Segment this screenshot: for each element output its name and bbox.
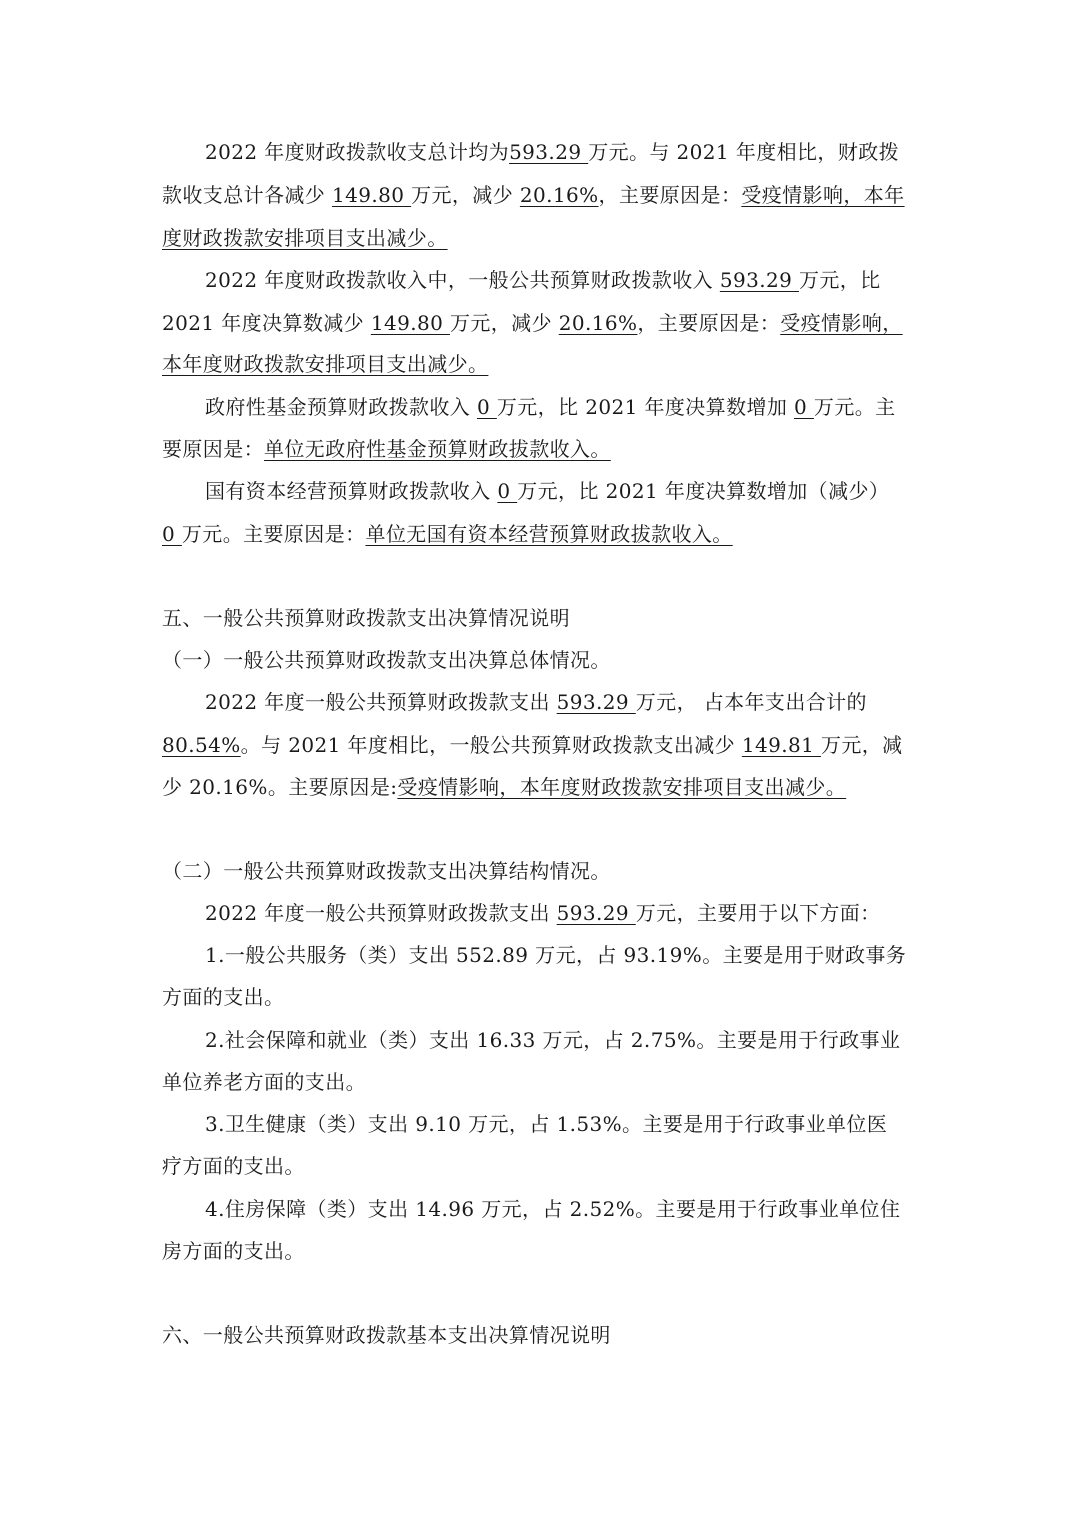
text: 政府性基金预算财政拨款收入 xyxy=(205,395,477,419)
underlined-reason: 受疫情影响，本年 xyxy=(741,183,905,207)
underlined-reason: 受疫情影响， xyxy=(780,311,903,335)
underlined-reason: 本年度财政拨款安排项目支出减少。 xyxy=(162,352,489,376)
paragraph-line xyxy=(205,899,881,927)
paragraph-line xyxy=(162,435,611,463)
text: 万元，比 2021 年度决算数增加 xyxy=(496,395,795,419)
list-item-line: 疗方面的支出。 xyxy=(162,1154,305,1178)
text: 万元，比 xyxy=(798,268,881,292)
paragraph-line xyxy=(162,350,488,378)
paragraph-line xyxy=(205,688,867,716)
list-item-line: 1.一般公共服务（类）支出 552.89 万元，占 93.19%。主要是用于财政事务 xyxy=(205,943,907,967)
text: 款收支总计各减少 xyxy=(162,183,332,207)
underlined-value: 0 xyxy=(497,479,518,503)
paragraph-line xyxy=(162,309,903,337)
list-item-line: 2.社会保障和就业（类）支出 16.33 万元，占 2.75%。主要是用于行政事业 xyxy=(205,1028,901,1052)
underlined-value: 0 xyxy=(162,522,182,546)
section-heading-5: 五、一般公共预算财政拨款支出决算情况说明 xyxy=(162,606,570,630)
list-item-line: 4.住房保障（类）支出 14.96 万元，占 2.52%。主要是用于行政事业单位住 xyxy=(205,1197,901,1221)
text: 2022 年度一般公共预算财政拨款支出 xyxy=(205,690,557,714)
paragraph-line xyxy=(162,773,846,801)
underlined-value: 0 xyxy=(476,395,497,419)
paragraph-line xyxy=(162,224,448,252)
text: ，主要原因是： xyxy=(637,311,781,335)
list-item-line: 单位养老方面的支出。 xyxy=(162,1070,366,1094)
underlined-value: 149.80 xyxy=(331,183,412,207)
paragraph-line xyxy=(162,181,905,209)
text: 万元，减少 xyxy=(411,183,520,207)
underlined-reason: 度财政拨款安排项目支出减少。 xyxy=(162,226,448,250)
underlined-value: 593.29 xyxy=(509,140,589,164)
text: 万元。主 xyxy=(813,395,896,419)
text: 万元，比 2021 年度决算数增加（减少） xyxy=(517,479,890,503)
list-item-line: 房方面的支出。 xyxy=(162,1239,305,1263)
text: 国有资本经营预算财政拨款收入 xyxy=(205,479,498,503)
subsection-heading-2: （二）一般公共预算财政拨款支出决算结构情况。 xyxy=(162,859,611,883)
text: ，主要原因是： xyxy=(598,183,742,207)
text: 要原因是： xyxy=(162,437,264,461)
list-item-line: 方面的支出。 xyxy=(162,985,285,1009)
paragraph-line xyxy=(205,393,896,421)
paragraph-line xyxy=(205,138,899,166)
underlined-reason: 受疫情影响，本年度财政拨款安排项目支出减少。 xyxy=(397,775,847,799)
text: 。与 2021 年度相比，一般公共预算财政拨款支出减少 xyxy=(240,733,742,757)
text: 2022 年度财政拨款收入中，一般公共预算财政拨款收入 xyxy=(205,268,720,292)
underlined-value: 20.16% xyxy=(558,311,638,335)
paragraph-line xyxy=(205,266,881,294)
text: 2022 年度一般公共预算财政拨款支出 xyxy=(205,901,557,925)
underlined-value: 20.16% xyxy=(519,183,599,207)
paragraph-line xyxy=(162,520,733,548)
text: 万元，减少 xyxy=(449,311,559,335)
paragraph-line xyxy=(205,477,889,505)
text: 万元， 占本年支出合计的 xyxy=(635,690,867,714)
text: 2022 年度财政拨款收支总计均为 xyxy=(205,140,510,164)
text: 2021 年度决算数减少 xyxy=(162,311,371,335)
underlined-value: 149.80 xyxy=(370,311,450,335)
text: 万元，减 xyxy=(820,733,903,757)
section-heading-6: 六、一般公共预算财政拨款基本支出决算情况说明 xyxy=(162,1323,611,1347)
text: 少 20.16%。主要原因是: xyxy=(162,775,398,799)
underlined-value: 593.29 xyxy=(556,690,636,714)
underlined-reason: 单位无国有资本经营预算财政拔款收入。 xyxy=(365,522,733,546)
underlined-reason: 单位无政府性基金预算财政拔款收入。 xyxy=(264,437,611,461)
paragraph-line xyxy=(162,731,903,759)
underlined-value: 593.29 xyxy=(719,268,799,292)
underlined-value: 0 xyxy=(794,395,814,419)
underlined-value: 593.29 xyxy=(556,901,636,925)
text: 万元。主要原因是： xyxy=(181,522,366,546)
text: 万元。与 2021 年度相比，财政拨 xyxy=(588,140,900,164)
subsection-heading-1: （一）一般公共预算财政拨款支出决算总体情况。 xyxy=(162,648,611,672)
underlined-value: 80.54% xyxy=(162,733,241,757)
underlined-value: 149.81 xyxy=(741,733,821,757)
text: 万元，主要用于以下方面： xyxy=(635,901,881,925)
list-item-line: 3.卫生健康（类）支出 9.10 万元，占 1.53%。主要是用于行政事业单位医 xyxy=(205,1112,888,1136)
